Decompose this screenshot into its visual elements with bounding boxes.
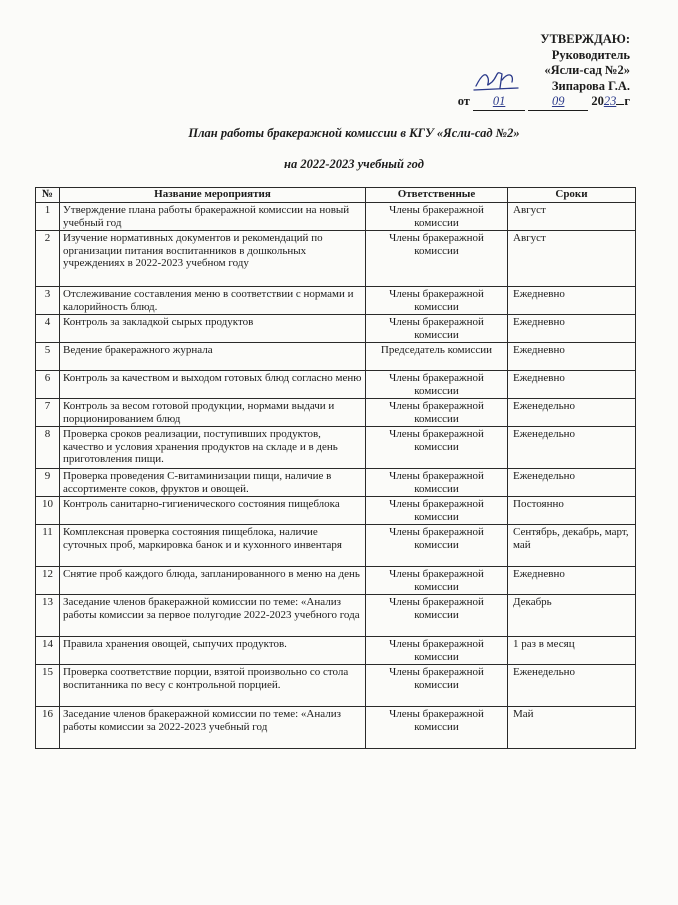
row-deadline: Август [508, 203, 636, 231]
header-deadline: Сроки [508, 188, 636, 203]
row-event-name: Отслеживание составления меню в соответствии с нормами и калорийность блюд. [60, 287, 366, 315]
row-number: 15 [36, 665, 60, 707]
row-number: 16 [36, 707, 60, 749]
handwritten-signature [472, 66, 522, 96]
row-responsible: Члены бракеражной комиссии [366, 665, 508, 707]
row-responsible: Председатель комиссии [366, 343, 508, 371]
row-event-name: Контроль за закладкой сырых продуктов [60, 315, 366, 343]
table-header-row [36, 188, 636, 203]
row-number: 8 [36, 427, 60, 469]
row-deadline: 1 раз в месяц [508, 637, 636, 665]
table-row [36, 427, 636, 469]
row-responsible: Члены бракеражной комиссии [366, 399, 508, 427]
row-event-name: Утверждение плана работы бракеражной комиссии на новый учебный год [60, 203, 366, 231]
row-number: 1 [36, 203, 60, 231]
table-body [36, 203, 636, 749]
table-row [36, 497, 636, 525]
row-event-name: Контроль санитарно-гигиенического состояния пищеблока [60, 497, 366, 525]
row-deadline: Ежедневно [508, 315, 636, 343]
row-number: 2 [36, 231, 60, 287]
row-responsible: Члены бракеражной комиссии [366, 371, 508, 399]
row-deadline: Ежедневно [508, 343, 636, 371]
table-row [36, 707, 636, 749]
approval-date [458, 94, 630, 111]
row-event-name: Снятие проб каждого блюда, запланированного в меню на день [60, 567, 366, 595]
row-responsible: Члены бракеражной комиссии [366, 287, 508, 315]
row-event-name: Комплексная проверка состояния пищеблока, наличие суточных проб, маркировка банок и и кухонного инвентаря [60, 525, 366, 567]
document-title: План работы бракеражной комиссии в КГУ «Ясли-сад №2» [188, 126, 520, 140]
approval-name: Зипарова Г.А. [551, 78, 630, 93]
row-event-name: Правила хранения овощей, сыпучих продуктов. [60, 637, 366, 665]
row-responsible: Члены бракеражной комиссии [366, 315, 508, 343]
table-row [36, 469, 636, 497]
row-number: 10 [36, 497, 60, 525]
row-number: 13 [36, 595, 60, 637]
row-deadline: Еженедельно [508, 399, 636, 427]
row-event-name: Изучение нормативных документов и рекомендаций по организации питания воспитанников в дошкольных учреждениях в 2022-2023 учебном году [60, 231, 366, 287]
table-row [36, 567, 636, 595]
row-responsible: Члены бракеражной комиссии [366, 525, 508, 567]
row-deadline: Постоянно [508, 497, 636, 525]
date-suffix: г [624, 94, 630, 108]
row-event-name: Проверка проведения С-витаминизации пищи, наличие в ассортименте соков, фруктов и овощей. [60, 469, 366, 497]
table-row [36, 399, 636, 427]
row-responsible: Члены бракеражной комиссии [366, 497, 508, 525]
row-deadline: Ежедневно [508, 567, 636, 595]
date-prefix: от [457, 94, 470, 108]
row-deadline: Август [508, 231, 636, 287]
row-number: 9 [36, 469, 60, 497]
date-month: 09 [551, 94, 565, 108]
row-number: 7 [36, 399, 60, 427]
row-event-name: Ведение бракеражного журнала [60, 343, 366, 371]
header-event-name: Название мероприятия [60, 188, 366, 203]
table-row [36, 525, 636, 567]
table-row [36, 343, 636, 371]
row-event-name: Заседание членов бракеражной комиссии по теме: «Анализ работы комиссии за первое полугодие 2022-2023 учебного года [60, 595, 366, 637]
row-deadline: Май [508, 707, 636, 749]
row-event-name: Заседание членов бракеражной комиссии по теме: «Анализ работы комиссии за 2022-2023 учебный год [60, 707, 366, 749]
row-responsible: Члены бракеражной комиссии [366, 637, 508, 665]
row-deadline: Еженедельно [508, 665, 636, 707]
row-responsible: Члены бракеражной комиссии [366, 567, 508, 595]
row-responsible: Члены бракеражной комиссии [366, 427, 508, 469]
table-row [36, 231, 636, 287]
row-responsible: Члены бракеражной комиссии [366, 469, 508, 497]
table-row [36, 665, 636, 707]
table-row [36, 315, 636, 343]
row-deadline: Ежедневно [508, 371, 636, 399]
row-number: 5 [36, 343, 60, 371]
date-year-prefix: 20 [591, 94, 604, 108]
table-row [36, 595, 636, 637]
row-deadline: Сентябрь, декабрь, март, май [508, 525, 636, 567]
approval-heading: УТВЕРЖДАЮ: [540, 32, 630, 46]
date-month-field [528, 94, 588, 111]
row-deadline: Ежедневно [508, 287, 636, 315]
document-subtitle: на 2022-2023 учебный год [284, 157, 424, 171]
row-responsible: Члены бракеражной комиссии [366, 203, 508, 231]
row-number: 4 [36, 315, 60, 343]
header-number: № [36, 188, 60, 203]
row-responsible: Члены бракеражной комиссии [366, 231, 508, 287]
row-deadline: Еженедельно [508, 427, 636, 469]
date-day-field [473, 94, 525, 111]
date-year-suffix: 23 [603, 94, 617, 108]
row-event-name: Проверка сроков реализации, поступивших продуктов, качество и условия хранения продуктов на складе и в день приготовления пищи. [60, 427, 366, 469]
approval-position: Руководитель [551, 47, 630, 62]
row-number: 12 [36, 567, 60, 595]
table-row [36, 371, 636, 399]
table-row [36, 203, 636, 231]
table-row [36, 287, 636, 315]
row-event-name: Контроль за качеством и выходом готовых блюд согласно меню [60, 371, 366, 399]
row-number: 3 [36, 287, 60, 315]
row-number: 6 [36, 371, 60, 399]
row-deadline: Декабрь [508, 595, 636, 637]
row-event-name: Контроль за весом готовой продукции, нормами выдачи и порционированием блюд [60, 399, 366, 427]
header-responsible: Ответственные [366, 188, 508, 203]
table-row [36, 637, 636, 665]
row-responsible: Члены бракеражной комиссии [366, 707, 508, 749]
row-number: 14 [36, 637, 60, 665]
row-event-name: Проверка соответствие порции, взятой произвольно со стола воспитанника по весу с контрольной порцией. [60, 665, 366, 707]
row-responsible: Члены бракеражной комиссии [366, 595, 508, 637]
row-deadline: Еженедельно [508, 469, 636, 497]
row-number: 11 [36, 525, 60, 567]
approval-organization: «Ясли-сад №2» [544, 63, 630, 77]
plan-table [35, 187, 636, 749]
date-day: 01 [492, 94, 506, 108]
